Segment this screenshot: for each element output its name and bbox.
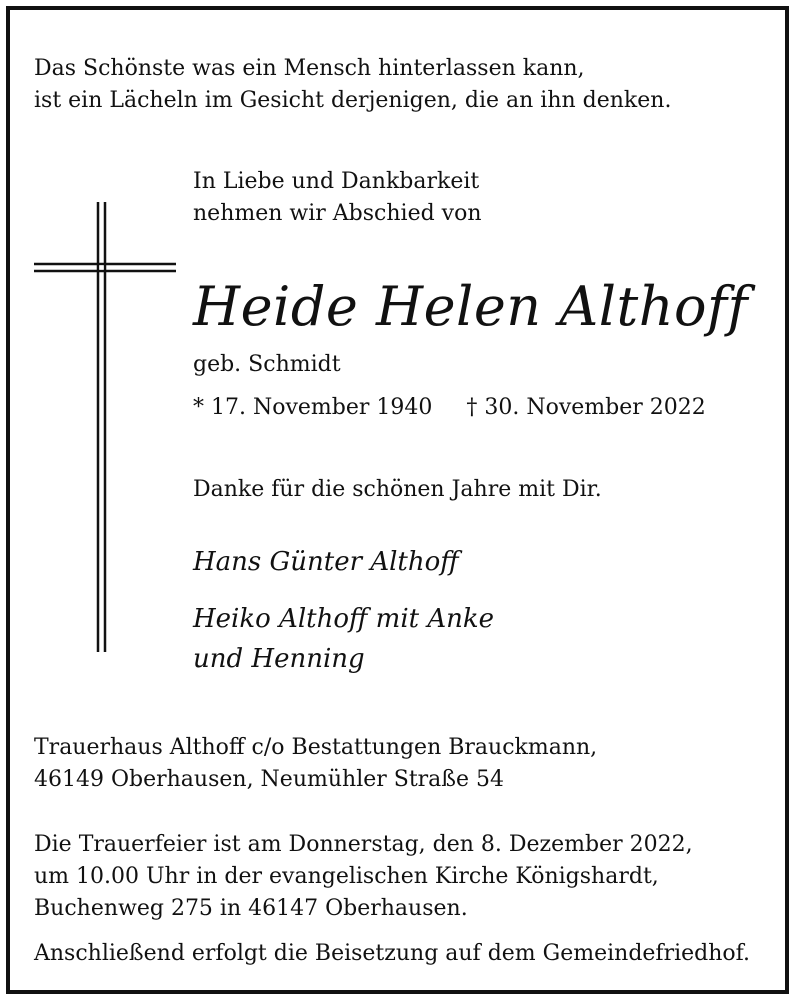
service-line: um 10.00 Uhr in der evangelischen Kirche Königshardt, bbox=[34, 864, 659, 889]
funeral-service-info bbox=[34, 829, 693, 925]
death-date: † 30. November 2022 bbox=[466, 395, 706, 420]
maiden-name: geb. Schmidt bbox=[193, 352, 341, 377]
mourner-name bbox=[193, 599, 494, 679]
mourner-name: Hans Günter Althoff bbox=[193, 547, 459, 577]
intro-text bbox=[193, 166, 482, 230]
address-line: Trauerhaus Althoff c/o Bestattungen Brauckmann, bbox=[34, 735, 598, 760]
mourning-house-address bbox=[34, 732, 597, 796]
mourner-line: Heiko Althoff mit Anke bbox=[193, 604, 495, 634]
mourner-line: und Henning bbox=[193, 644, 365, 674]
quote-line: ist ein Lächeln im Gesicht derjenigen, die an ihn denken. bbox=[34, 88, 672, 113]
intro-line: nehmen wir Abschied von bbox=[193, 201, 482, 226]
thanks-text: Danke für die schönen Jahre mit Dir. bbox=[193, 477, 602, 502]
life-dates bbox=[193, 392, 706, 424]
service-line: Die Trauerfeier ist am Donnerstag, den 8. Dezember 2022, bbox=[34, 832, 693, 857]
birth-date: * 17. November 1940 bbox=[193, 395, 433, 420]
address-line: 46149 Oberhausen, Neumühler Straße 54 bbox=[34, 767, 505, 792]
burial-info: Anschließend erfolgt die Beisetzung auf dem Gemeindefriedhof. bbox=[34, 941, 750, 966]
cross-icon bbox=[0, 0, 200, 680]
quote-line: Das Schönste was ein Mensch hinterlassen kann, bbox=[34, 56, 585, 81]
intro-line: In Liebe und Dankbarkeit bbox=[193, 169, 480, 194]
service-line: Buchenweg 275 in 46147 Oberhausen. bbox=[34, 896, 468, 921]
deceased-name: Heide Helen Althoff bbox=[193, 275, 748, 338]
